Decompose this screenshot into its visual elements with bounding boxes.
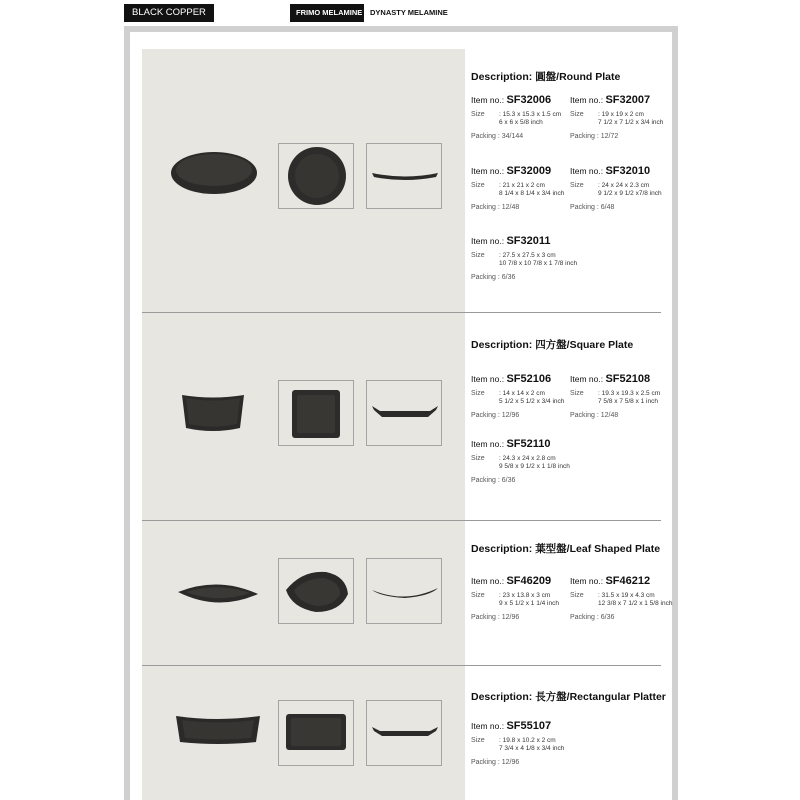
item-no-label: Item no.: <box>471 236 505 246</box>
description-label: Description: <box>471 543 533 555</box>
packing-value: 12/48 <box>600 412 619 419</box>
square-plate-angle-photo <box>178 392 248 436</box>
size-cm: : 24 x 24 x 2.3 cm <box>598 181 650 189</box>
size-inch: 9 1/2 x 9 1/2 x7/8 inch <box>598 189 662 197</box>
packing-label: Packing : <box>570 614 599 621</box>
item-code: SF52108 <box>605 373 651 385</box>
item-sf52106 <box>471 373 581 421</box>
size-inch: 12 3/8 x 7 1/2 x 1 5/8 inch <box>598 599 673 607</box>
item-no-label: Item no.: <box>471 95 505 105</box>
rectangular-platter-description <box>471 689 666 704</box>
leaf-plate-description <box>471 541 660 556</box>
tab-frimo-melamine[interactable]: FRIMO MELAMINE <box>290 4 364 22</box>
packing-label: Packing : <box>471 759 500 766</box>
item-no-label: Item no.: <box>471 439 505 449</box>
item-sf32006 <box>471 94 581 142</box>
round-plate-description <box>471 69 620 84</box>
packing-value: 6/36 <box>501 274 516 281</box>
tab-black-copper[interactable]: BLACK COPPER <box>124 4 214 22</box>
item-code: SF32009 <box>506 165 552 177</box>
item-code: SF32006 <box>506 94 552 106</box>
packing-label: Packing : <box>570 412 599 419</box>
item-no-label: Item no.: <box>570 166 604 176</box>
packing-value: 12/96 <box>501 759 520 766</box>
size-inch: 7 5/8 x 7 5/8 x 1 inch <box>598 397 658 405</box>
item-sf46212 <box>570 575 680 623</box>
square-plate-side-photo <box>370 403 440 423</box>
size-label: Size <box>471 736 485 744</box>
rectangular-platter-side-photo <box>370 724 440 740</box>
size-cm: : 24.3 x 24 x 2.8 cm <box>499 454 556 462</box>
size-cm: : 19 x 19 x 2 cm <box>598 110 644 118</box>
size-label: Size <box>570 389 584 397</box>
rectangular-platter-angle-photo <box>174 712 262 748</box>
item-no-label: Item no.: <box>570 95 604 105</box>
item-sf32011 <box>471 235 621 283</box>
packing-value: 12/72 <box>600 133 619 140</box>
packing-label: Packing : <box>570 133 599 140</box>
square-plate-top-photo <box>290 388 342 440</box>
size-cm: : 15.3 x 15.3 x 1.5 cm <box>499 110 562 118</box>
description-label: Description: <box>471 339 533 351</box>
size-inch: 5 1/2 x 5 1/2 x 3/4 inch <box>499 397 565 405</box>
packing-value: 12/48 <box>501 204 520 211</box>
item-code: SF32011 <box>506 235 551 247</box>
item-code: SF52106 <box>506 373 552 385</box>
round-plate-angle-photo <box>168 148 260 198</box>
item-code: SF52110 <box>506 438 551 450</box>
item-code: SF46209 <box>506 575 552 587</box>
leaf-plate-side-photo <box>370 584 440 604</box>
item-code: SF32010 <box>605 165 651 177</box>
item-sf46209 <box>471 575 581 623</box>
description-label: Description: <box>471 691 533 703</box>
packing-value: 6/48 <box>600 204 615 211</box>
item-no-label: Item no.: <box>471 374 505 384</box>
size-inch: 6 x 6 x 5/8 inch <box>499 118 543 126</box>
packing-value: 6/36 <box>600 614 615 621</box>
size-cm: : 31.5 x 19 x 4.3 cm <box>598 591 655 599</box>
item-no-label: Item no.: <box>471 721 505 731</box>
item-code: SF32007 <box>605 94 651 106</box>
size-label: Size <box>471 110 485 118</box>
packing-label: Packing : <box>471 133 500 140</box>
packing-value: 12/96 <box>501 614 520 621</box>
square-plate-title: 四方盤/Square Plate <box>535 339 634 351</box>
item-no-label: Item no.: <box>471 576 505 586</box>
square-plate-description <box>471 337 633 352</box>
size-label: Size <box>471 454 485 462</box>
description-label: Description: <box>471 71 533 83</box>
section-divider <box>142 665 661 666</box>
top-nav-bar <box>0 0 800 24</box>
item-sf52108 <box>570 373 680 421</box>
item-sf52110 <box>471 438 621 486</box>
leaf-plate-angle-photo <box>176 578 260 610</box>
round-plate-top-photo <box>286 145 348 207</box>
item-no-label: Item no.: <box>570 576 604 586</box>
item-no-label: Item no.: <box>570 374 604 384</box>
rectangular-platter-top-photo <box>284 712 348 752</box>
size-cm: : 23 x 13.8 x 3 cm <box>499 591 551 599</box>
size-inch: 7 1/2 x 7 1/2 x 3/4 inch <box>598 118 664 126</box>
size-inch: 9 x 5 1/2 x 1 1/4 inch <box>499 599 559 607</box>
size-cm: : 27.5 x 27.5 x 3 cm <box>499 251 556 259</box>
size-label: Size <box>570 181 584 189</box>
size-cm: : 21 x 21 x 2 cm <box>499 181 545 189</box>
packing-label: Packing : <box>570 204 599 211</box>
size-cm: : 19.3 x 19.3 x 2.5 cm <box>598 389 661 397</box>
leaf-plate-top-photo <box>282 568 350 616</box>
item-sf32007 <box>570 94 680 142</box>
rectangular-platter-title: 長方盤/Rectangular Platter <box>535 691 666 703</box>
packing-label: Packing : <box>471 204 500 211</box>
packing-label: Packing : <box>471 614 500 621</box>
size-cm: : 14 x 14 x 2 cm <box>499 389 545 397</box>
size-label: Size <box>471 389 485 397</box>
packing-value: 6/36 <box>501 477 516 484</box>
size-inch: 10 7/8 x 10 7/8 x 1 7/8 inch <box>499 259 578 267</box>
item-no-label: Item no.: <box>471 166 505 176</box>
section-divider <box>142 312 661 313</box>
section-divider <box>142 520 661 521</box>
size-inch: 7 3/4 x 4 1/8 x 3/4 inch <box>499 744 565 752</box>
leaf-plate-title: 葉型盤/Leaf Shaped Plate <box>535 543 661 555</box>
tab-dynasty-melamine[interactable]: DYNASTY MELAMINE <box>370 8 448 17</box>
packing-label: Packing : <box>471 274 500 281</box>
item-sf55107 <box>471 720 581 768</box>
size-inch: 8 1/4 x 8 1/4 x 3/4 inch <box>499 189 565 197</box>
size-label: Size <box>471 181 485 189</box>
packing-label: Packing : <box>471 412 500 419</box>
item-sf32010 <box>570 165 680 213</box>
item-code: SF55107 <box>506 720 552 732</box>
packing-value: 34/144 <box>501 133 524 140</box>
packing-value: 12/96 <box>501 412 520 419</box>
size-label: Size <box>570 110 584 118</box>
size-cm: : 19.8 x 10.2 x 2 cm <box>499 736 556 744</box>
size-label: Size <box>570 591 584 599</box>
size-inch: 9 5/8 x 9 1/2 x 1 1/8 inch <box>499 462 570 470</box>
packing-label: Packing : <box>471 477 500 484</box>
size-label: Size <box>471 591 485 599</box>
round-plate-title: 圓盤/Round Plate <box>535 71 621 83</box>
item-sf32009 <box>471 165 581 213</box>
item-code: SF46212 <box>605 575 651 587</box>
round-plate-side-photo <box>370 168 440 184</box>
size-label: Size <box>471 251 485 259</box>
